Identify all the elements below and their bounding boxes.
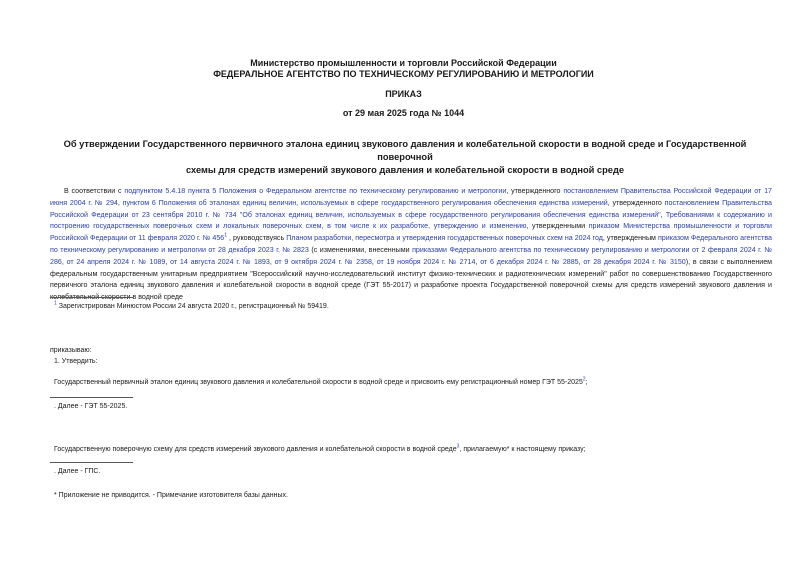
link-order-3150[interactable]: от 28 декабря 2024 г. № 3150 — [583, 257, 686, 266]
ministry-name: Министерство промышленности и торговли Российской Федерации — [250, 58, 557, 68]
preamble-text: , — [61, 257, 67, 266]
footnote-divider — [50, 462, 133, 463]
editor-note: * Приложение не приводится. - Примечание изготовителя базы данных. — [54, 492, 288, 499]
footnote-marker-2[interactable]: 2 — [582, 376, 586, 383]
link-decree-734[interactable]: постановлением Правительства Российской Федерации от 23 сентября 2010 г. № 734 "Об эталонах единиц величин, используемых в сфере государственного регулирования обеспечения единства измерений" — [50, 198, 772, 219]
link-order-456[interactable]: приказом Министерства промышленности и торговли Российской Федерации от 11 февраля 2020 г. № 456 — [50, 222, 773, 243]
footnote-divider — [50, 397, 133, 398]
agency-name: ФЕДЕРАЛЬНОЕ АГЕНТСТВО ПО ТЕХНИЧЕСКОМУ РЕГУЛИРОВАНИЮ И МЕТРОЛОГИИ — [213, 69, 594, 79]
link-verification-scheme-requirements[interactable]: Требованиями к содержанию и построению государственных поверочных схем и локальных поверочных схем, в том числе к их разработке, утверждению и изменению — [50, 210, 773, 231]
preamble-paragraph — [50, 186, 772, 304]
preamble-text: , утвержденными — [526, 222, 589, 231]
link-regulation-5-4-18[interactable]: подпунктом 5.4.18 пункта 5 Положения о Федеральном агентстве по техническому регулированию и метрологии — [124, 187, 507, 195]
preamble-text: ), в связи с выполнением федеральным государственным унитарным предприятием "Всероссийский научно-исследовательский институт физико-технических и радиотехнических измерений" работ по совершенствованию Государственного первичного эталона единиц звукового давления и колебательной скорости в водной среде (ГЭТ 55-2017) и разработке проекта Государственной поверочной схемы для средств измерений звукового давления и колебательной скорости в водной среде — [50, 257, 773, 302]
preamble-text: , — [165, 257, 171, 266]
document-date-number: от 29 мая 2025 года № 1044 — [342, 108, 465, 118]
etalon-text: Государственный первичный эталон единиц звукового давления и колебательной скорости в водной среде и присвоить ему регистрационный номер ГЭТ 55-2025 — [54, 379, 583, 386]
preamble-text: , — [371, 257, 377, 266]
preamble-text: , утвержденного — [506, 187, 564, 195]
link-etalon-regulation-p6[interactable]: пунктом 6 Положения об эталонах единиц величин, используемых в сфере государственного регулирования обеспечения единства измерений — [122, 198, 608, 207]
preamble-text: (с изменениями, внесенными — [308, 245, 413, 254]
link-order-286[interactable]: приказами Федерального агентства по техническому регулированию и метрологии от 2 февраля 2024 г. № 286 — [50, 245, 772, 266]
order-title — [60, 138, 750, 177]
footnote-1 — [54, 302, 329, 312]
preamble-text: , — [578, 257, 584, 266]
preamble-text: В соответствии с — [64, 187, 125, 195]
etalon-end: ; — [585, 379, 588, 386]
link-order-2714[interactable]: от 19 ноября 2024 г. № 2714 — [376, 257, 476, 266]
link-decree-294[interactable]: постановлением Правительства Российской Федерации от 17 июня 2004 г. № 294 — [50, 187, 773, 207]
preamble-text: , — [475, 257, 481, 266]
footnote-1-mark: 1 — [54, 300, 57, 307]
item-1-label: 1. Утвердить: — [54, 358, 98, 365]
footnote-3-text: . Далее - ГПС. — [54, 468, 101, 475]
document-type: ПРИКАЗ — [385, 89, 422, 99]
preamble-text: , — [117, 198, 123, 207]
footnote-1-text: Зарегистрирован Минюстом России 24 августа 2020 г., регистрационный № 59419. — [56, 303, 329, 310]
etalon-statement — [54, 378, 588, 388]
footnote-2-text: . Далее - ГЭТ 55-2025. — [54, 403, 128, 410]
schema-text: Государственную поверочную схему для средств измерений звукового давления и колебательной скорости в водной среде — [54, 446, 457, 453]
link-plan-2024[interactable]: Планом разработки, пересмотра и утверждения государственных поверочных схем на 2024 год — [286, 234, 603, 243]
link-order-1893[interactable]: от 14 августа 2024 г. № 1893 — [170, 257, 270, 266]
link-order-2823[interactable]: приказом Федерального агентства по техническому регулированию и метрологии от 28 декабря 2023 г. № 2823 — [50, 234, 772, 254]
footnote-marker-1[interactable]: 1 — [224, 232, 228, 239]
preamble-text: , — [660, 210, 666, 219]
link-order-2358[interactable]: от 9 октября 2024 г. № 2358 — [274, 257, 372, 266]
preamble-text: , — [269, 257, 275, 266]
schema-statement — [54, 445, 586, 455]
footnote-divider — [50, 297, 133, 298]
link-order-2885[interactable]: от 6 декабря 2024 г. № 2885 — [480, 257, 579, 266]
preamble-text: , руководствуясь — [227, 234, 287, 243]
order-title-line-2: схемы для средств измерений звукового давления и колебательной скорости в водной среде — [185, 165, 625, 175]
preamble-text: , утвержденным — [602, 234, 658, 243]
preamble-text: , утвержденного — [607, 198, 665, 207]
footnote-marker-3[interactable]: 3 — [456, 443, 460, 450]
schema-end: , прилагаемую* к настоящему приказу; — [459, 446, 586, 453]
order-title-line-1: Об утверждении Государственного первичного эталона единиц звукового давления и колебательной скорости в водной среде и Государственной поверочной — [63, 139, 747, 162]
link-order-1089[interactable]: от 24 апреля 2024 г. № 1089 — [66, 257, 166, 266]
prikazyvayu-label: приказываю: — [50, 347, 92, 354]
